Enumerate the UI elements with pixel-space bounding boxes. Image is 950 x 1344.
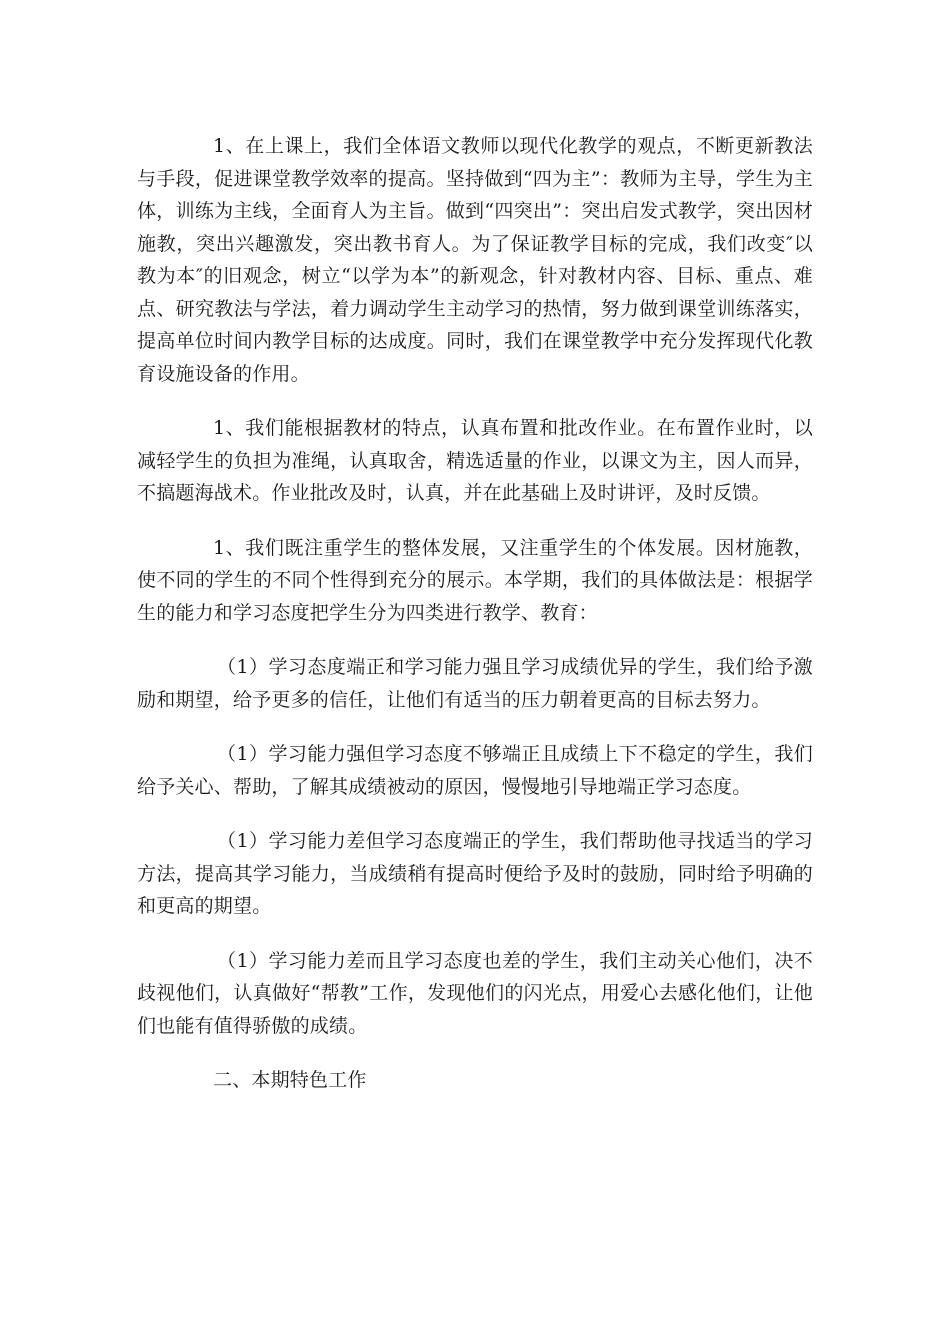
paragraph-category-4: （1）学习能力差而且学习态度也差的学生，我们主动关心他们，决不歧视他们，认真做好“帮教”工作，发现他们的闪光点，用爱心去感化他们，让他们也能有值得骄傲的成绩。 (137, 949, 813, 1037)
paragraph-category-3: （1）学习能力差但学习态度端正的学生，我们帮助他寻找适当的学习方法，提高其学习能力，当成绩稍有提高时便给予及时的鼓励，同时给予明确的和更高的期望。 (137, 830, 813, 917)
paragraph-individual-development: 1、我们既注重学生的整体发展，又注重学生的个体发展。因材施教，使不同的学生的不同个性得到充分的展示。本学期，我们的具体做法是：根据学生的能力和学习态度把学生分为四类进行教学、教育： (137, 536, 813, 624)
paragraph-classroom-teaching: 1、在上课上，我们全体语文教师以现代化教学的观点，不断更新教法与手段，促进课堂教学效率的提高。坚持做到“四为主”：教师为主导，学生为主体，训练为主线，全面育人为主旨。做到“四突出”：突出启发式教学，突出因材施教，突出兴趣激发，突出教书育人。为了保证教学目标的完成，我们改变″以教为本″的旧观念，树立“以学为本”的新观念，针对教材内容、目标、重点、难点、研究教法与学法，着力调动学生主动学习的热情，努力做到课堂训练落实，提高单位时间内教学目标的达成度。同时，我们在课堂教学中充分发挥现代化教育设施设备的作用。 (137, 135, 813, 385)
paragraph-homework: 1、我们能根据教材的特点，认真布置和批改作业。在布置作业时，以减轻学生的负担为准绳，认真取舍，精选适量的作业，以课文为主，因人而异，不搞题海战术。作业批改及时，认真，并在此基础上及时讲评，及时反馈。 (137, 417, 813, 504)
paragraph-category-2: （1）学习能力强但学习态度不够端正且成绩上下不稳定的学生，我们给予关心、帮助，了解其成绩被动的原因，慢慢地引导地端正学习态度。 (137, 743, 813, 798)
paragraph-category-1: （1）学习态度端正和学习能力强且学习成绩优异的学生，我们给予激励和期望，给予更多的信任，让他们有适当的压力朝着更高的目标去努力。 (137, 656, 813, 711)
document-body (137, 130, 813, 1097)
section-heading: 二、本期特色工作 (213, 1069, 367, 1091)
